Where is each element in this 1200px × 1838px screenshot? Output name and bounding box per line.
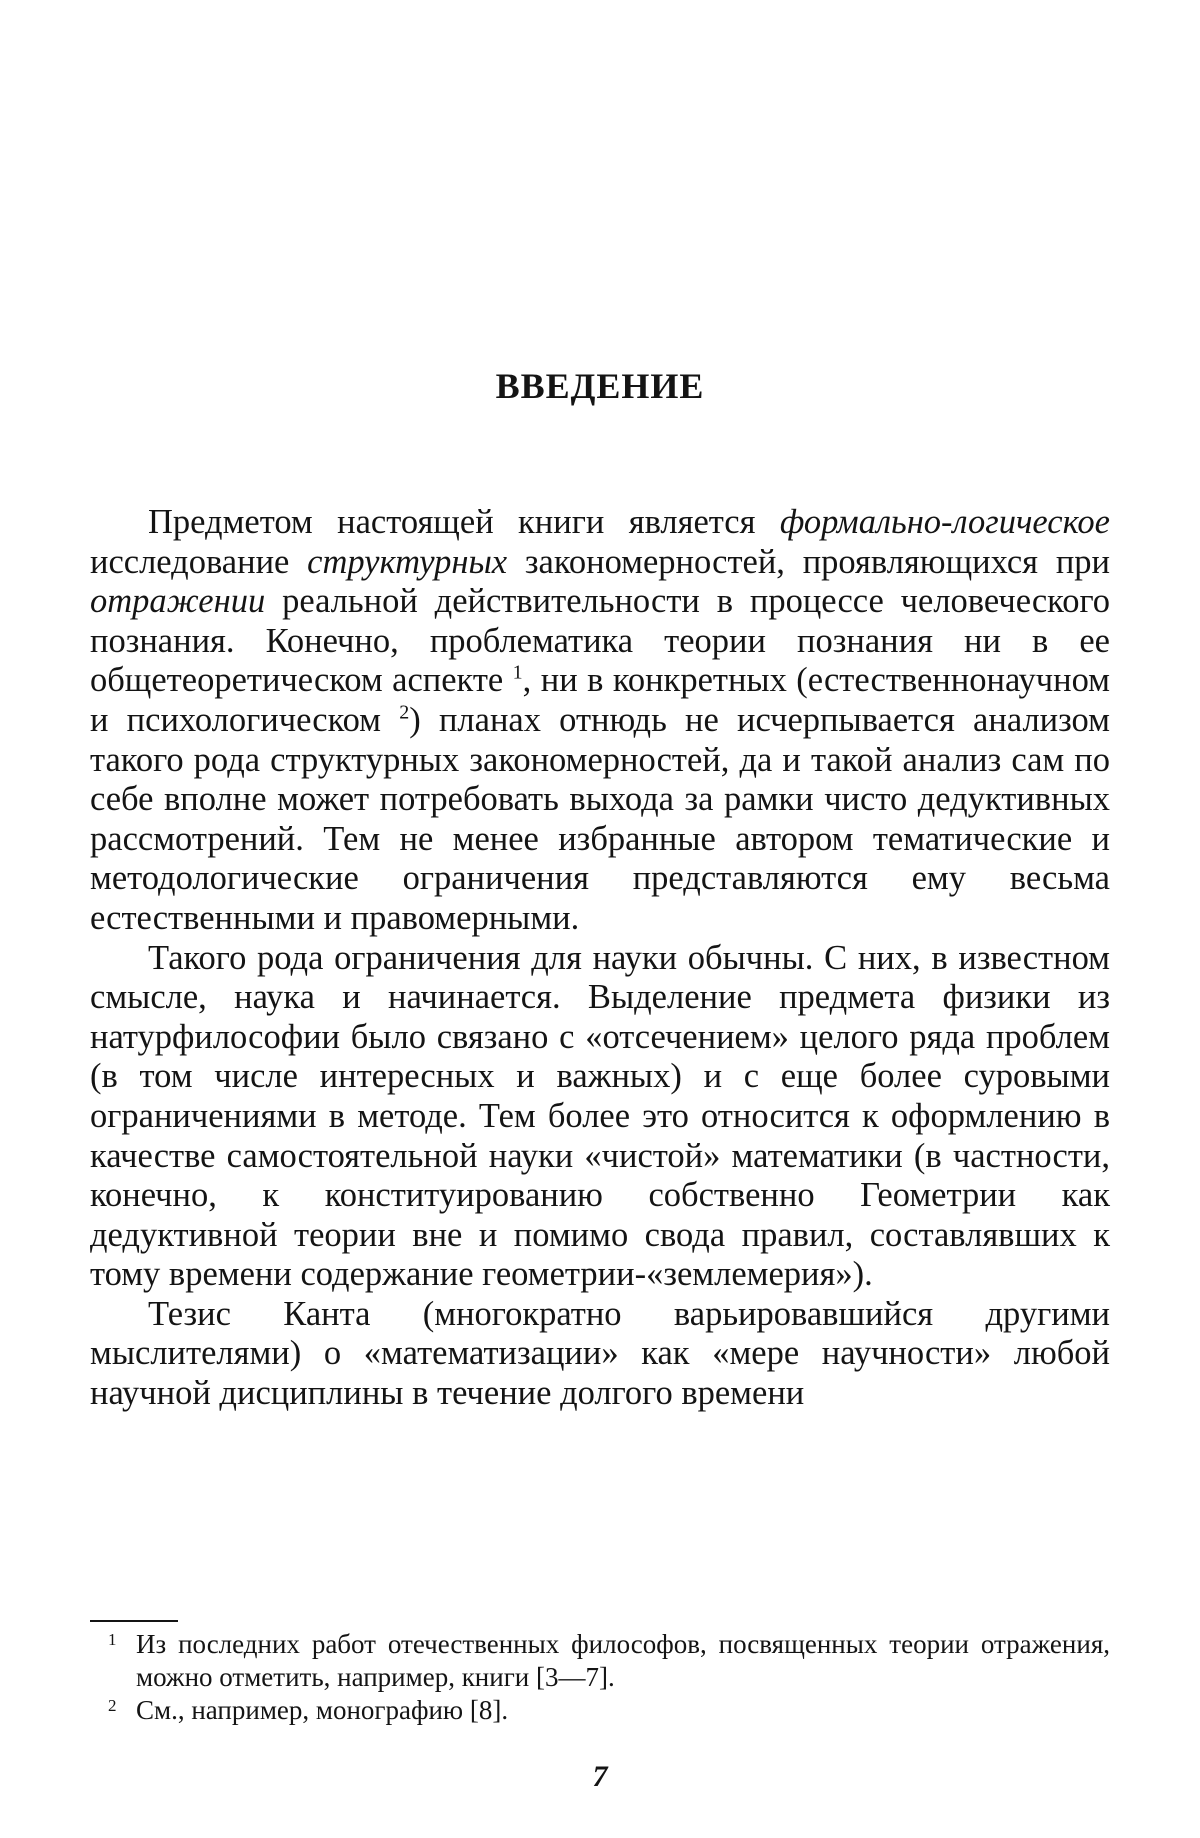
emphasis: отражении — [90, 582, 266, 621]
body-text — [90, 503, 1110, 1414]
text-run: реальной действительности в процессе человеческого познания. Конечно, проблематика теории познания ни в ее общетеоретическом аспекте — [90, 582, 1110, 700]
text-run: исследование — [90, 542, 308, 581]
emphasis: структурных — [307, 542, 508, 581]
footnote-2 — [90, 1694, 1110, 1727]
footnote-text: Из последних работ отечественных философов, посвященных теории отражения, можно отметить, например, книги [3—7]. — [136, 1629, 1110, 1692]
text-run: Предметом настоящей книги является — [148, 503, 780, 541]
footnote-number: 1 — [108, 1630, 117, 1649]
footnote-ref-2: 2 — [399, 701, 410, 724]
paragraph-1 — [90, 503, 1110, 939]
footnote-number: 2 — [108, 1696, 117, 1715]
page-number: 7 — [592, 1760, 608, 1793]
chapter-title: ВВЕДЕНИЕ — [495, 366, 705, 406]
text-run: , ни в конкретных (естественнонаучном и психологическом — [90, 661, 1110, 739]
paragraph-3: Тезис Канта (многократно варьировавшийся другими мыслителями) о «математизации» как «мере научности» любой научной дисциплины в течение долгого времени — [90, 1294, 1110, 1413]
footnote-ref-1: 1 — [512, 661, 523, 684]
text-run: ) планах отнюдь не исчерпывается анализом такого рода структурных закономерностей, да и такой анализ сам по себе вполне может потребовать выхода за рамки чисто дедуктивных рассмотрений. Тем не менее избранные автором тематические и методологические ограничения представляются ему весьма естественными и правомерными. — [90, 700, 1110, 937]
text-run: закономерностей, проявляющихся при — [507, 542, 1110, 581]
paragraph-2: Такого рода ограничения для науки обычны. С них, в известном смысле, наука и начинается. Выделение предмета физики из натурфилософии было связано с «отсечением» целого ряда проблем (в том числе интересных и важных) и с еще более суровыми ограничениями в методе. Тем более это относится к оформлению в качестве самостоятельной науки «чистой» математики (в частности, конечно, к конституированию собственно Геометрии как дедуктивной теории вне и помимо свода правил, составлявших к тому времени содержание геометрии-«землемерия»). — [90, 938, 1110, 1294]
footnote-1 — [90, 1628, 1110, 1694]
footnote-divider — [90, 1620, 178, 1622]
footnote-text: См., например, монографию [8]. — [136, 1695, 509, 1725]
footnotes — [90, 1628, 1110, 1727]
emphasis: формально-логическое — [779, 503, 1110, 541]
